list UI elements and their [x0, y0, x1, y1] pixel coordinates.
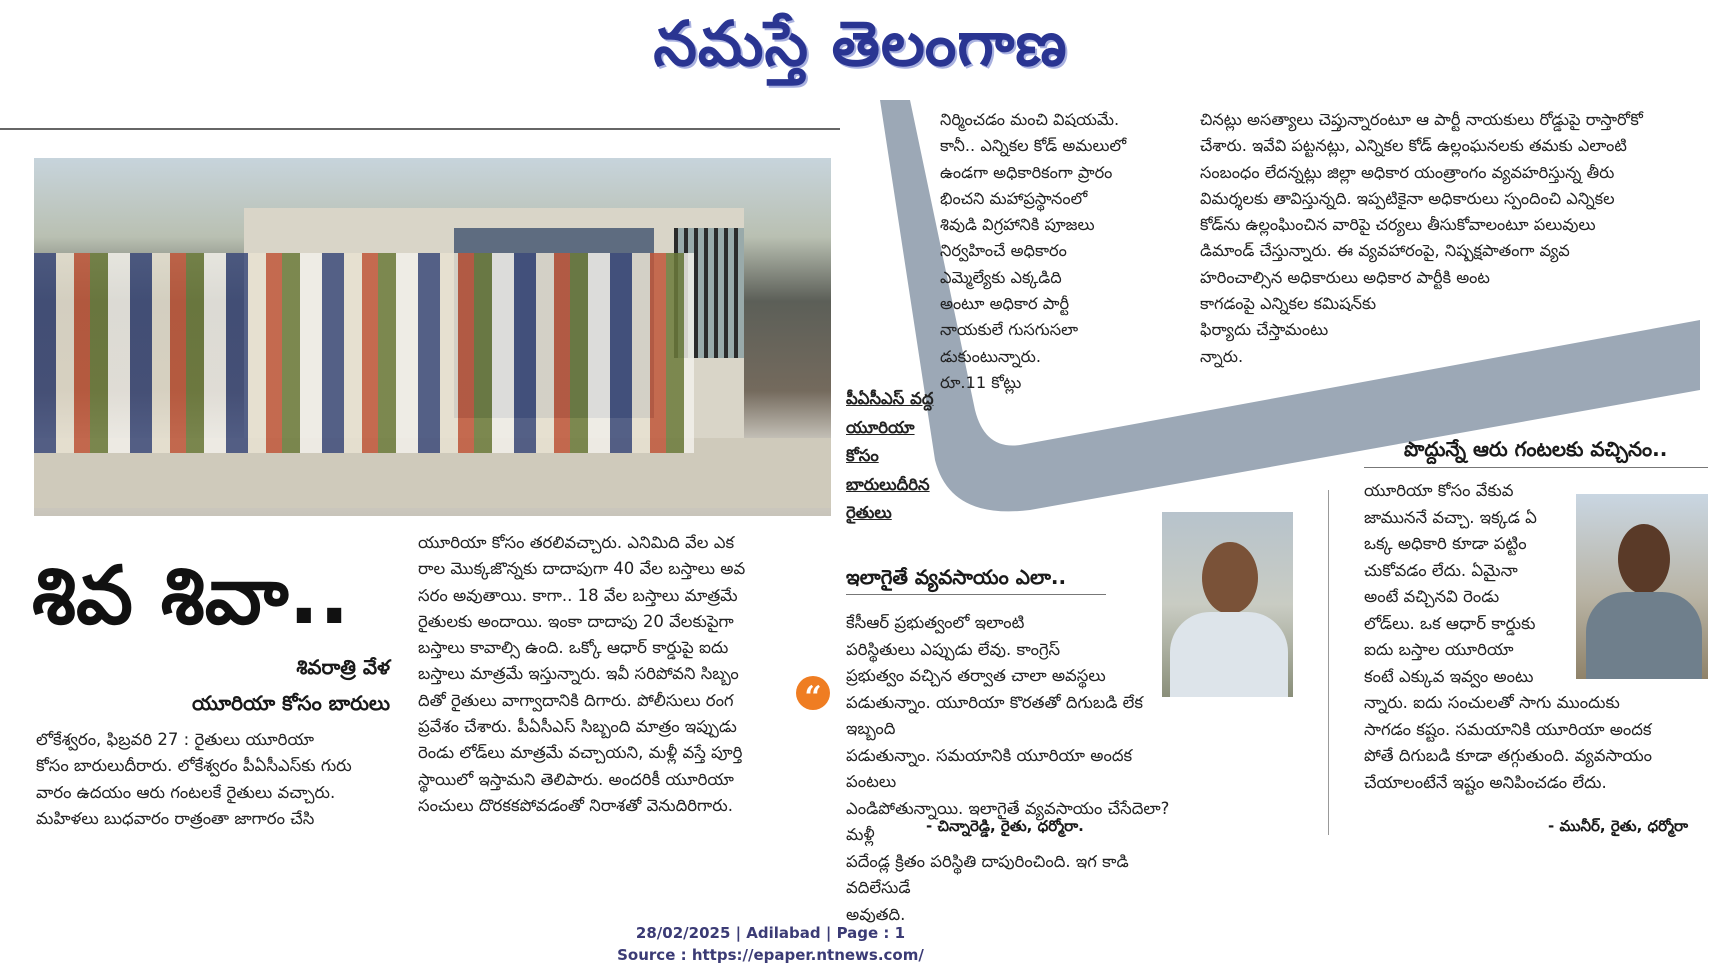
photo-crowd [34, 253, 694, 453]
photo-caption: పీఏసీఎస్‌ వద్ద యూరియా కోసం బారులుదీరిన రైతులు [846, 389, 934, 522]
footer-date-edition: 28/02/2025 | Adilabad | Page : 1 [635, 924, 906, 942]
news-photo [34, 158, 831, 516]
story3-headline: పొద్దున్నే ఆరు గంటలకు వచ్చినం.. [1404, 437, 1668, 461]
quote-icon: “ [796, 676, 830, 710]
top-rule [0, 128, 840, 130]
story3-body: యూరియా కోసం వేకువ జాముననే వచ్చా. ఇక్కడ ఏ ఒక్క అధికారి కూడా పట్టిం చుకోవడం లేదు. ఏమైనా అంటే వచ్చినవి రెండు లోడ్‌లు. ఒక ఆధార్‌ కార్డుకు ఐదు బస్తాల యూరియా కంటే ఎక్కువ ఇవ్వం అంటు న్నారు. ఐదు సంచులతో సాగు ముందుకు సాగడం కష్టం. సమయానికి యూరియా అందక పోతే దిగుబడి కూడా తగ్గుతుంది. వ్యవసాయం చేయాలంటేనే ఇష్టం అనిపించడం లేదు. [1364, 481, 1653, 792]
box-column-b: చినట్లు అసత్యాలు చెప్తున్నారంటూ ఆ పార్టీ నాయకులు రోడ్డుపై రాస్తారోకో చేశారు. ఇవేవి పట్టనట్లు, ఎన్నికల కోడ్‌ ఉల్లంఘనలకు తమకు ఎలాంటి సంబంధం లేదన్నట్లు జిల్లా అధికార యంత్రాంగం వ్యవహరిస్తున్న తీరు విమర్శలకు తావిస్తున్నది. ఇప్పటికైనా అధికారులు స్పందించి ఎన్నికల కోడ్‌ను ఉల్లంఘించిన వారిపై చర్యలు తీసుకోవాలంటూ పలువులు డిమాండ్‌ చేస్తున్నారు. ఈ వ్యవహారంపై, నిష్పక్షపాతంగా వ్యవ హరించాల్సిన అధికారులు అధికార పార్టీకి అంట కాగడంపై ఎన్నికల కమిషన్‌కు ఫిర్యాదు చేస్తామంటు న్నారు. [1200, 110, 1643, 366]
masthead-logo: నమస్తే తెలంగాణ [653, 7, 1068, 80]
story2-byline: - చిన్నారెడ్డి, రైతు, ధర్మోరా. [926, 817, 1084, 835]
story3-byline: - మునీర్‌, రైతు, ధర్మోరా [1548, 817, 1689, 835]
story2-headline: ఇలాగైతే వ్యవసాయం ఎలా.. [846, 565, 1067, 589]
subhead-2: యూరియా కోసం బారులు [192, 691, 390, 715]
box-column-a: నిర్మించడం మంచి విషయమే. కానీ.. ఎన్నికల కోడ్‌ అమలులో ఉండగా అధికారికంగా ప్రారం భించని మహాప్రస్థానంలో శివుడి విగ్రహానికి పూజలు నిర్వహించే అధికారం ఎమ్మెల్యేకు ఎక్కడిది అంటూ అధికార పార్టీ నాయకులే గుసగుసలా డుకుంటున్నారు. రూ.11 కోట్లు [940, 110, 1127, 392]
portrait-shirt [1170, 612, 1288, 697]
footer-source: Source : https://epaper.ntnews.com/ [617, 946, 924, 964]
portrait-head [1202, 542, 1258, 614]
article-column-2: యూరియా కోసం తరలివచ్చారు. ఎనిమిది వేల ఎక రాల మొక్కజొన్నకు దాదాపుగా 40 వేల బస్తాలు అవ సరం అవుతాయి. కాగా.. 18 వేల బస్తాలు మాత్రమే రైతులకు అందాయి. ఇంకా దాదాపు 20 వేలకుపైగా బస్తాలు కావాల్సి ఉంది. ఒక్కో ఆధార్‌ కార్డుపై ఐదు బస్తాలు మాత్రమే ఇస్తున్నారు. ఇవీ సరిపోవని సిబ్బం దితో రైతులు వాగ్వాదానికి దిగారు. పోలీసులు రంగ ప్రవేశం చేశారు. పీఏసీఎస్‌ సిబ్బంది మాత్రం ఇప్పుడు రెండు లోడ్‌లు మాత్రమే వచ్చాయని, మళ్లీ వస్తే పూర్తి స్థాయిలో ఇస్తామని తెలిపారు. అందరికీ యూరియా సంచులు దొరకకపోవడంతో నిరాశతో వెనుదిరిగారు. [418, 533, 746, 815]
article-column-1: లోకేశ్వరం, ఫిబ్రవరి 27 : రైతులు యూరియా కోసం బారులుదీరారు. లోకేశ్వరం పీఏసీఎస్‌కు గురు వారం ఉదయం ఆరు గంటలకే రైతులు వచ్చారు. మహిళలు బుధవారం రాత్రంతా జాగారం చేసి [36, 730, 352, 828]
main-headline: శివ శివా.. [32, 549, 350, 642]
column-divider [1328, 490, 1329, 835]
subhead-1: శివరాత్రి వేళ [296, 655, 390, 679]
story3-rule [1364, 467, 1708, 468]
story2-rule [846, 594, 1106, 595]
story2-body: కేసీఆర్‌ ప్రభుత్వంలో ఇలాంటి పరిస్థితులు ఎప్పుడు లేవు. కాంగ్రెస్‌ ప్రభుత్వం వచ్చిన తర్వాత చాలా అవస్థలు పడుతున్నాం. యూరియా కొరతతో దిగుబడి లేక ఇబ్బంది పడుతున్నాం. సమయానికి యూరియా అందక పంటలు ఎండిపోతున్నాయి. ఇలాగైతే వ్యవసాయం చేసేదెలా? మళ్లీ పదేండ్ల క్రితం పరిస్థితి దాపురించింది. ఇగ కాడి వదిలేసుడే అవుతది. [846, 613, 1170, 924]
